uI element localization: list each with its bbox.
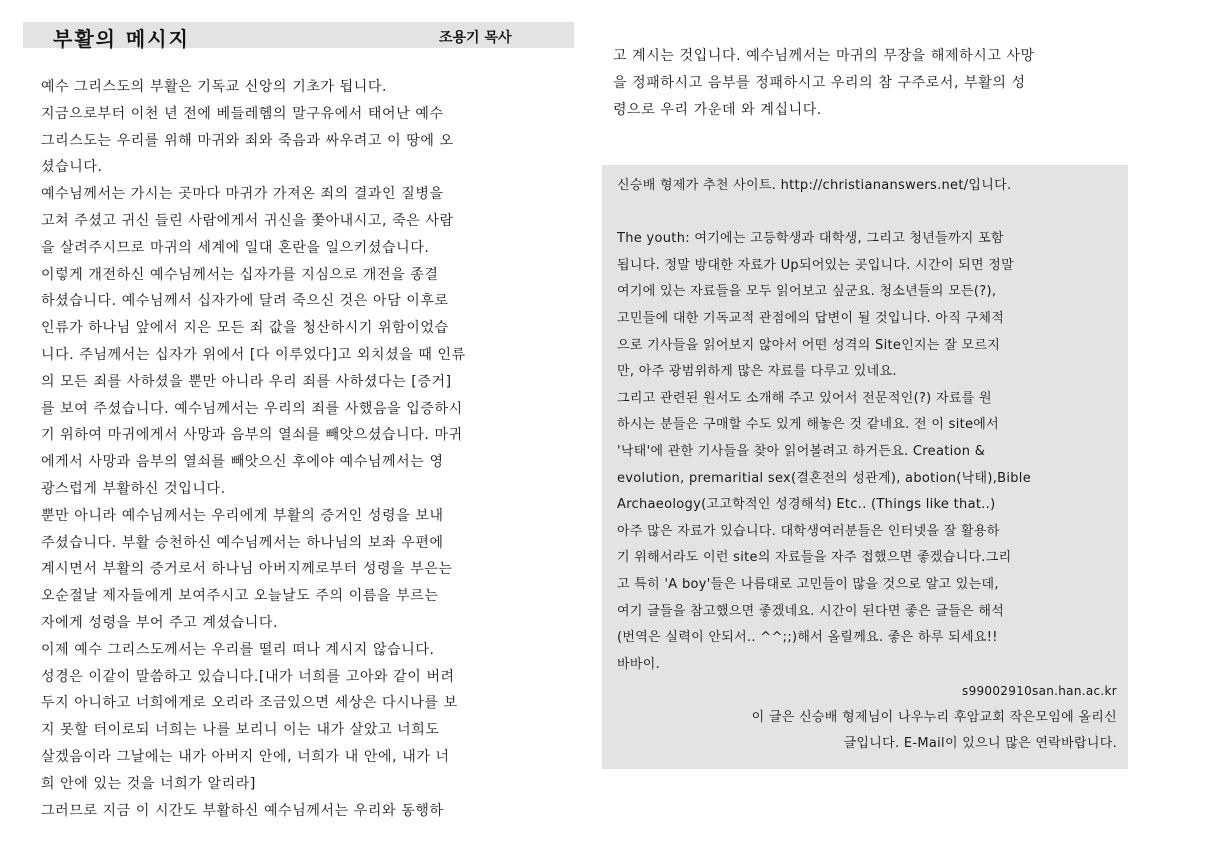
info-box-text xyxy=(617,173,1117,758)
text-line: 하셨습니다. 예수님께서 십자가에 달려 죽으신 것은 아담 이후로 xyxy=(41,293,449,310)
text-line: 성경은 이같이 말씀하고 있습니다.[내가 너희를 고아와 같이 버려 xyxy=(41,668,455,685)
text-line: 지 못할 터이로되 너희는 나를 보리니 이는 내가 살았고 너희도 xyxy=(41,722,440,739)
left-column-text xyxy=(41,74,559,824)
title-bar xyxy=(23,22,574,51)
text-line: 니다. 주님께서는 십자가 위에서 [다 이루었다]고 외치셨을 때 인류 xyxy=(41,346,466,363)
text-line: 뿐만 아니라 예수님께서는 우리에게 부활의 증거인 성령을 보내 xyxy=(41,507,444,524)
text-line xyxy=(617,200,1117,227)
text-line: 여기 글들을 참고했으면 좋겠네요. 시간이 된다면 좋은 글들은 해석 xyxy=(617,603,1005,619)
text-line: 그리스도는 우리를 위해 마귀와 죄와 죽음과 싸우려고 이 땅에 오 xyxy=(41,132,454,149)
info-box xyxy=(602,165,1128,769)
text-line: 광스럽게 부활하신 것입니다. xyxy=(41,480,226,497)
text-line: 계시면서 부활의 증거로서 하나님 아버지께로부터 성령을 부은는 xyxy=(41,561,453,578)
text-line: 고 계시는 것입니다. 예수님께서는 마귀의 무장을 해제하시고 사망 xyxy=(613,48,1035,64)
text-line: 하시는 분들은 구매할 수도 있게 해놓은 것 같네요. 전 이 site에서 xyxy=(617,417,1000,433)
text-line: (번역은 실력이 안되서.. ^^;;)해서 올릴께요. 좋은 하루 되세요!! xyxy=(617,630,998,646)
text-line: 를 보여 주셨습니다. 예수님께서는 우리의 죄를 사했음을 입증하시 xyxy=(41,400,463,417)
text-line: 고민들에 대한 기독교적 관점에의 답변이 될 것입니다. 아직 구체적 xyxy=(617,310,1005,326)
text-line: 기 위해서라도 이런 site의 자료들을 자주 접했으면 좋겠습니다.그리 xyxy=(617,550,1012,566)
text-line: 지금으로부터 이천 년 전에 베들레헴의 말구유에서 태어난 예수 xyxy=(41,105,444,122)
text-line: 여기에 있는 자료들을 모두 읽어보고 싶군요. 청소년들의 모든(?), xyxy=(617,284,997,300)
text-line: 을 살려주시므로 마귀의 세계에 일대 혼란을 일으키셨습니다. xyxy=(41,239,430,256)
text-line: 주셨습니다. 부활 승천하신 예수님께서는 하나님의 보좌 우편에 xyxy=(41,534,444,551)
text-line: 이렇게 개전하신 예수님께서는 십자가를 지심으로 개전을 종결 xyxy=(41,266,439,283)
text-line: 그리고 관련된 원서도 소개해 주고 있어서 전문적인(?) 자료를 원 xyxy=(617,390,992,406)
text-line: evolution, premaritial sex(결혼전의 성관계), abotion(낙태),Bible xyxy=(617,470,1032,486)
text-line: 바바이. xyxy=(617,656,661,672)
text-line: 만, 아주 광범위하게 많은 자료를 다루고 있네요. xyxy=(617,364,897,380)
text-line: 고 특히 'A boy'들은 나름대로 고민들이 많을 것으로 알고 있는데, xyxy=(617,576,999,592)
text-line: 두지 아니하고 너희에게로 오리라 조금있으면 세상은 다시나를 보 xyxy=(41,695,458,712)
text-line: 셨습니다. xyxy=(41,159,103,176)
text-line: 을 정패하시고 음부를 정패하시고 우리의 참 구주로서, 부활의 성 xyxy=(613,74,1026,91)
text-line: 예수 그리스도의 부활은 기독교 신앙의 기초가 됩니다. xyxy=(41,79,388,95)
text-line: '낙태'에 관한 기사들을 찾아 읽어볼려고 하거든요. Creation & xyxy=(617,443,986,459)
text-line: 으로 기사들을 읽어보지 않아서 어떤 성격의 Site인지는 잘 모르지 xyxy=(617,337,1001,353)
right-column-text xyxy=(613,43,1133,123)
text-line: Archaeology(고고학적인 성경해석) Etc.. (Things like that..) xyxy=(617,497,996,513)
text-line: 이제 예수 그리스도께서는 우리를 떨리 떠나 계시지 않습니다. xyxy=(41,641,435,658)
footer-line: 이 글은 신승배 형제님이 나우누리 후암교회 작은모임에 올리신 xyxy=(751,709,1117,725)
text-line: 신승배 형제가 추천 사이트. http://christiananswers.net/입니다. xyxy=(617,178,1012,193)
text-line: 그러므로 지금 이 시간도 부활하신 예수님께서는 우리와 동행하 xyxy=(41,802,444,819)
footer-line: 글입니다. E-Mail이 있으니 많은 연락바랍니다. xyxy=(843,736,1117,752)
text-line: 오순절날 제자들에게 보여주시고 오늘날도 주의 이름을 부르는 xyxy=(41,588,439,605)
text-line: 기 위하여 마귀에게서 사망과 음부의 열쇠를 빼앗으셨습니다. 마귀 xyxy=(41,427,463,444)
text-line: 아주 많은 자료가 있습니다. 대학생여러분들은 인터넷을 잘 활용하 xyxy=(617,523,1000,539)
text-line: 예수님께서는 가시는 곳마다 마귀가 가져온 죄의 결과인 질병을 xyxy=(41,186,444,203)
text-line: 의 모든 죄를 사하셨을 뿐만 아니라 우리 죄를 사하셨다는 [증거] xyxy=(41,373,452,390)
text-line: 희 안에 있는 것을 너희가 알리라] xyxy=(41,775,256,792)
text-line: The youth: 여기에는 고등학생과 대학생, 그리고 청년들까지 포함 xyxy=(617,231,1004,247)
text-line: 에게서 사망과 음부의 열쇠를 빼앗으신 후에야 예수님께서는 영 xyxy=(41,454,444,471)
text-line: 자에게 성령을 부어 주고 계셨습니다. xyxy=(41,614,279,631)
text-line: 살겠음이라 그날에는 내가 아버지 안에, 너희가 내 안에, 내가 너 xyxy=(41,748,450,765)
text-line: 됩니다. 정말 방대한 자료가 Up되어있는 곳입니다. 시간이 되면 정말 xyxy=(617,257,1014,273)
email-address: s99002910san.han.ac.kr xyxy=(962,684,1117,699)
author-name: 조용기 목사 xyxy=(439,30,512,46)
text-line: 령으로 우리 가운데 와 계십니다. xyxy=(613,101,822,118)
page-title: 부활의 메시지 xyxy=(53,27,190,51)
text-line: 고쳐 주셨고 귀신 들린 사람에게서 귀신을 쫓아내시고, 죽은 사람 xyxy=(41,212,454,229)
text-line: 인류가 하나님 앞에서 지은 모든 죄 값을 청산하시기 위함이었습 xyxy=(41,320,449,337)
